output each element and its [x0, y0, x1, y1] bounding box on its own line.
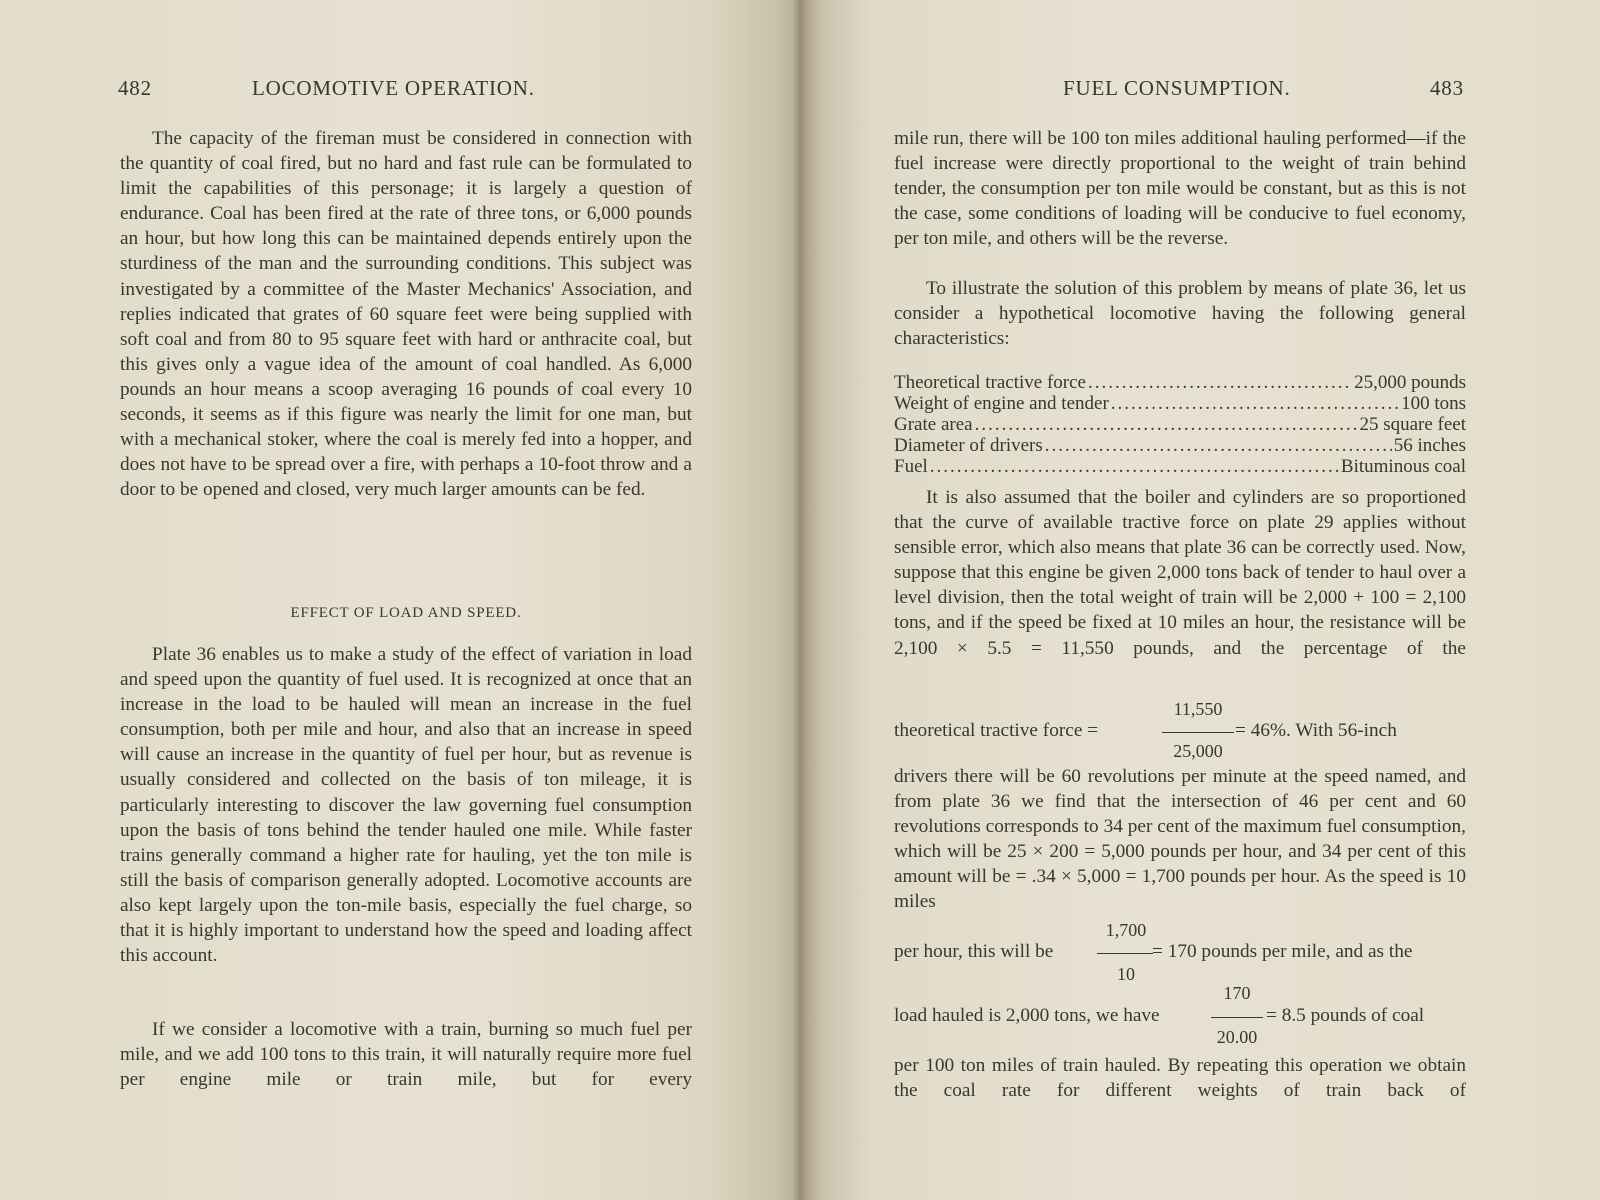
paragraph-text: To illustrate the solution of this problem by means of plate 36, let us consider a hypothetical locomotive having the following general characteristics: — [894, 278, 1466, 350]
right-paragraph-2 — [894, 276, 1466, 351]
dot-leader — [1111, 393, 1399, 414]
left-paragraph-2 — [120, 642, 692, 968]
spec-row — [894, 456, 1466, 477]
left-paragraph-3 — [120, 1017, 692, 1092]
spec-value: 56 inches — [1393, 435, 1466, 456]
left-running-head: LOCOMOTIVE OPERATION. — [252, 76, 535, 100]
right-paragraph-4 — [894, 764, 1466, 915]
spec-label: Theoretical tractive force — [894, 372, 1086, 393]
spec-label: Fuel — [894, 456, 928, 477]
right-page-number: 483 — [1430, 76, 1464, 100]
paragraph-text: Plate 36 enables us to make a study of the effect of variation in load and speed upon the quantity of fuel used. It is recognized at once that an increase in the load to be hauled will mean an increase in the fuel consumption, both per mile and hour, and also that an increase in speed will cause an increase in the quantity of fuel per hour, but as revenue is usually considered and collected on the basis of ton mileage, it is particularly interesting to discover the law governing fuel consumption upon the basis of tons behind the tender hauled one mile. While faster trains generally command a higher rate for hauling, yet the ton mile is still the basis of comparison generally adopted. Locomotive accounts are also kept largely upon the ton-mile basis, especially the fuel charge, so that it is highly important to understand how the speed and loading affect this account. — [120, 644, 692, 967]
equation-lead-text: per hour, this will be — [894, 941, 1054, 962]
fraction-denominator: 25,000 — [1173, 741, 1223, 761]
locomotive-characteristics-table — [894, 372, 1466, 477]
left-paragraph-1 — [120, 126, 692, 502]
spec-label: Weight of engine and tender — [894, 393, 1109, 414]
spec-value: 25,000 pounds — [1354, 372, 1466, 393]
right-paragraph-5 — [894, 1053, 1466, 1103]
spec-row — [894, 414, 1466, 435]
fraction-denominator: 20.00 — [1216, 1027, 1258, 1047]
equation-tail-text: = 170 pounds per mile, and as the — [1152, 941, 1413, 962]
equation-lead-text: theoretical tractive force = — [894, 720, 1099, 741]
dot-leader — [1088, 372, 1352, 393]
dot-leader — [975, 414, 1358, 435]
fraction-numerator: 170 — [1223, 983, 1251, 1003]
spec-row — [894, 372, 1466, 393]
paragraph-text: mile run, there will be 100 ton miles additional hauling performed—if the fuel increase were directly proportional to the weight of train behind tender, the consumption per ton mile would be constant, but as this is not the case, some conditions of loading will be conducive to fuel economy, per ton mile, and others will be the reverse. — [894, 128, 1466, 250]
spec-row — [894, 435, 1466, 456]
spec-label: Grate area — [894, 414, 973, 435]
left-page-number: 482 — [118, 76, 152, 100]
section-heading: EFFECT OF LOAD AND SPEED. — [290, 605, 522, 621]
fraction-bar — [1211, 1017, 1263, 1018]
spec-value: 25 square feet — [1359, 414, 1466, 435]
spec-value: 100 tons — [1401, 393, 1466, 414]
fraction-numerator: 1,700 — [1105, 920, 1147, 940]
book-gutter — [792, 0, 810, 1200]
paragraph-text: It is also assumed that the boiler and cylinders are so proportioned that the curve of available tractive force on plate 29 applies without sensible error, which also means that plate 36 can be correctly used. Now, suppose that this engine be given 2,000 tons back of tender to haul over a level division, then the total weight of train will be 2,000 + 100 = 2,100 tons, and if the speed be fixed at 10 miles an hour, the resistance will be 2,100 × 5.5 = 11,550 pounds, and the percentage of the — [894, 487, 1466, 659]
spec-value: Bituminous coal — [1340, 456, 1466, 477]
dot-leader — [1045, 435, 1392, 456]
paragraph-text: per 100 ton miles of train hauled. By repeating this operation we obtain the coal rate for different weights of train back of — [894, 1055, 1466, 1102]
fraction-numerator: 11,550 — [1173, 699, 1223, 719]
equation-tail-text: = 8.5 pounds of coal — [1266, 1005, 1425, 1026]
equation-lead-text: load hauled is 2,000 tons, we have — [894, 1005, 1160, 1026]
fraction-bar — [1097, 953, 1153, 954]
fraction-denominator: 10 — [1117, 964, 1135, 984]
right-running-head: FUEL CONSUMPTION. — [1063, 76, 1291, 100]
paragraph-text: The capacity of the fireman must be considered in connection with the quantity of coal fired, but no hard and fast rule can be formulated to limit the capabilities of this personage; it is largely a question of endurance. Coal has been fired at the rate of three tons, or 6,000 pounds an hour, but how long this can be maintained depends entirely upon the sturdiness of the man and the surrounding conditions. This subject was investigated by a committee of the Master Mechanics' Association, and replies indicated that grates of 60 square feet were being supplied with soft coal and from 80 to 95 square feet with hard or anthracite coal, but this gives only a vague idea of the amount of coal handled. As 6,000 pounds an hour means a scoop averaging 16 pounds of coal every 10 seconds, it seems as if this figure was nearly the limit for one man, but with a mechanical stoker, where the coal is merely fed into a hopper, and does not have to be spread over a fire, with perhaps a 10-foot throw and a door to be opened and closed, very much larger amounts can be fed. — [120, 128, 692, 501]
dot-leader — [930, 456, 1339, 477]
right-paragraph-3 — [894, 485, 1466, 661]
spec-label: Diameter of drivers — [894, 435, 1043, 456]
fraction-bar — [1162, 732, 1234, 733]
equation-tail-text: = 46%. With 56-inch — [1235, 720, 1397, 741]
paragraph-text: If we consider a locomotive with a train, burning so much fuel per mile, and we add 100 tons to this train, it will naturally require more fuel per engine mile or train mile, but for every — [120, 1019, 692, 1091]
right-paragraph-1 — [894, 126, 1466, 251]
spec-row — [894, 393, 1466, 414]
paragraph-text: drivers there will be 60 revolutions per minute at the speed named, and from plate 36 we find that the intersection of 46 per cent and 60 revolutions corresponds to 34 per cent of the maximum fuel consumption, which will be 25 × 200 = 5,000 pounds per hour, and 34 per cent of this amount will be = .34 × 5,000 = 1,700 pounds per hour. As the speed is 10 miles — [894, 766, 1466, 913]
